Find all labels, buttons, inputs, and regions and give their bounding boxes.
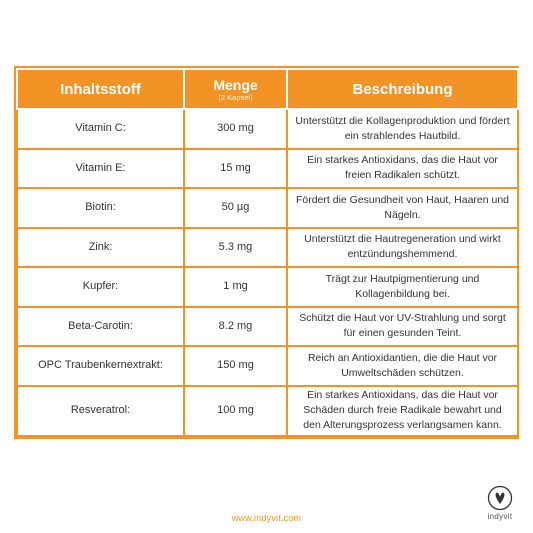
ingredient-cell: Kupfer: <box>17 267 184 307</box>
amount-cell: 50 µg <box>184 188 287 228</box>
amount-cell: 15 mg <box>184 149 287 189</box>
indyvit-logo-icon <box>487 485 513 511</box>
table-row <box>17 149 518 189</box>
ingredient-cell: Beta-Carotin: <box>17 307 184 347</box>
description-cell: Ein starkes Antioxidans, das die Haut vor Schäden durch freie Radikale bewahrt und den Alterungsprozess verlangsamen kann. <box>287 386 518 436</box>
description-cell: Unterstützt die Kollagenproduktion und fördert ein strahlendes Hautbild. <box>287 109 518 149</box>
description-cell: Fördert die Gesundheit von Haut, Haaren und Nägeln. <box>287 188 518 228</box>
table-row <box>17 386 518 436</box>
amount-cell: 300 mg <box>184 109 287 149</box>
header-ingredient: Inhaltsstoff <box>17 69 184 109</box>
table-header-row <box>17 69 518 109</box>
ingredient-cell: OPC Traubenkernextrakt: <box>17 346 184 386</box>
brand-name: indyvit <box>487 512 513 521</box>
table-row <box>17 188 518 228</box>
ingredient-cell: Vitamin E: <box>17 149 184 189</box>
amount-cell: 8.2 mg <box>184 307 287 347</box>
ingredient-cell: Biotin: <box>17 188 184 228</box>
ingredient-cell: Resveratrol: <box>17 386 184 436</box>
table-row <box>17 346 518 386</box>
amount-cell: 5.3 mg <box>184 228 287 268</box>
table-row <box>17 307 518 347</box>
header-amount <box>184 69 287 109</box>
amount-cell: 150 mg <box>184 346 287 386</box>
table-row <box>17 228 518 268</box>
website-url[interactable]: www.indyvit.com <box>231 513 302 523</box>
description-cell: Schützt die Haut vor UV-Strahlung und sorgt für einen gesunden Teint. <box>287 307 518 347</box>
header-description: Beschreibung <box>287 69 518 109</box>
table-row <box>17 109 518 149</box>
amount-cell: 100 mg <box>184 386 287 436</box>
ingredients-table-container <box>14 66 519 439</box>
description-cell: Trägt zur Hautpigmentierung und Kollagenbildung bei. <box>287 267 518 307</box>
description-cell: Unterstützt die Hautregeneration und wirkt entzündungshemmend. <box>287 228 518 268</box>
header-amount-note: (2 Kapsel) <box>218 93 253 102</box>
description-cell: Ein starkes Antioxidans, das die Haut vor freien Radikalen schützt. <box>287 149 518 189</box>
ingredient-cell: Zink: <box>17 228 184 268</box>
brand-logo <box>480 485 520 521</box>
ingredient-cell: Vitamin C: <box>17 109 184 149</box>
table-row <box>17 267 518 307</box>
header-amount-label: Menge <box>213 77 258 93</box>
amount-cell: 1 mg <box>184 267 287 307</box>
description-cell: Reich an Antioxidantien, die die Haut vor Umweltschäden schützen. <box>287 346 518 386</box>
ingredients-table <box>16 68 519 437</box>
